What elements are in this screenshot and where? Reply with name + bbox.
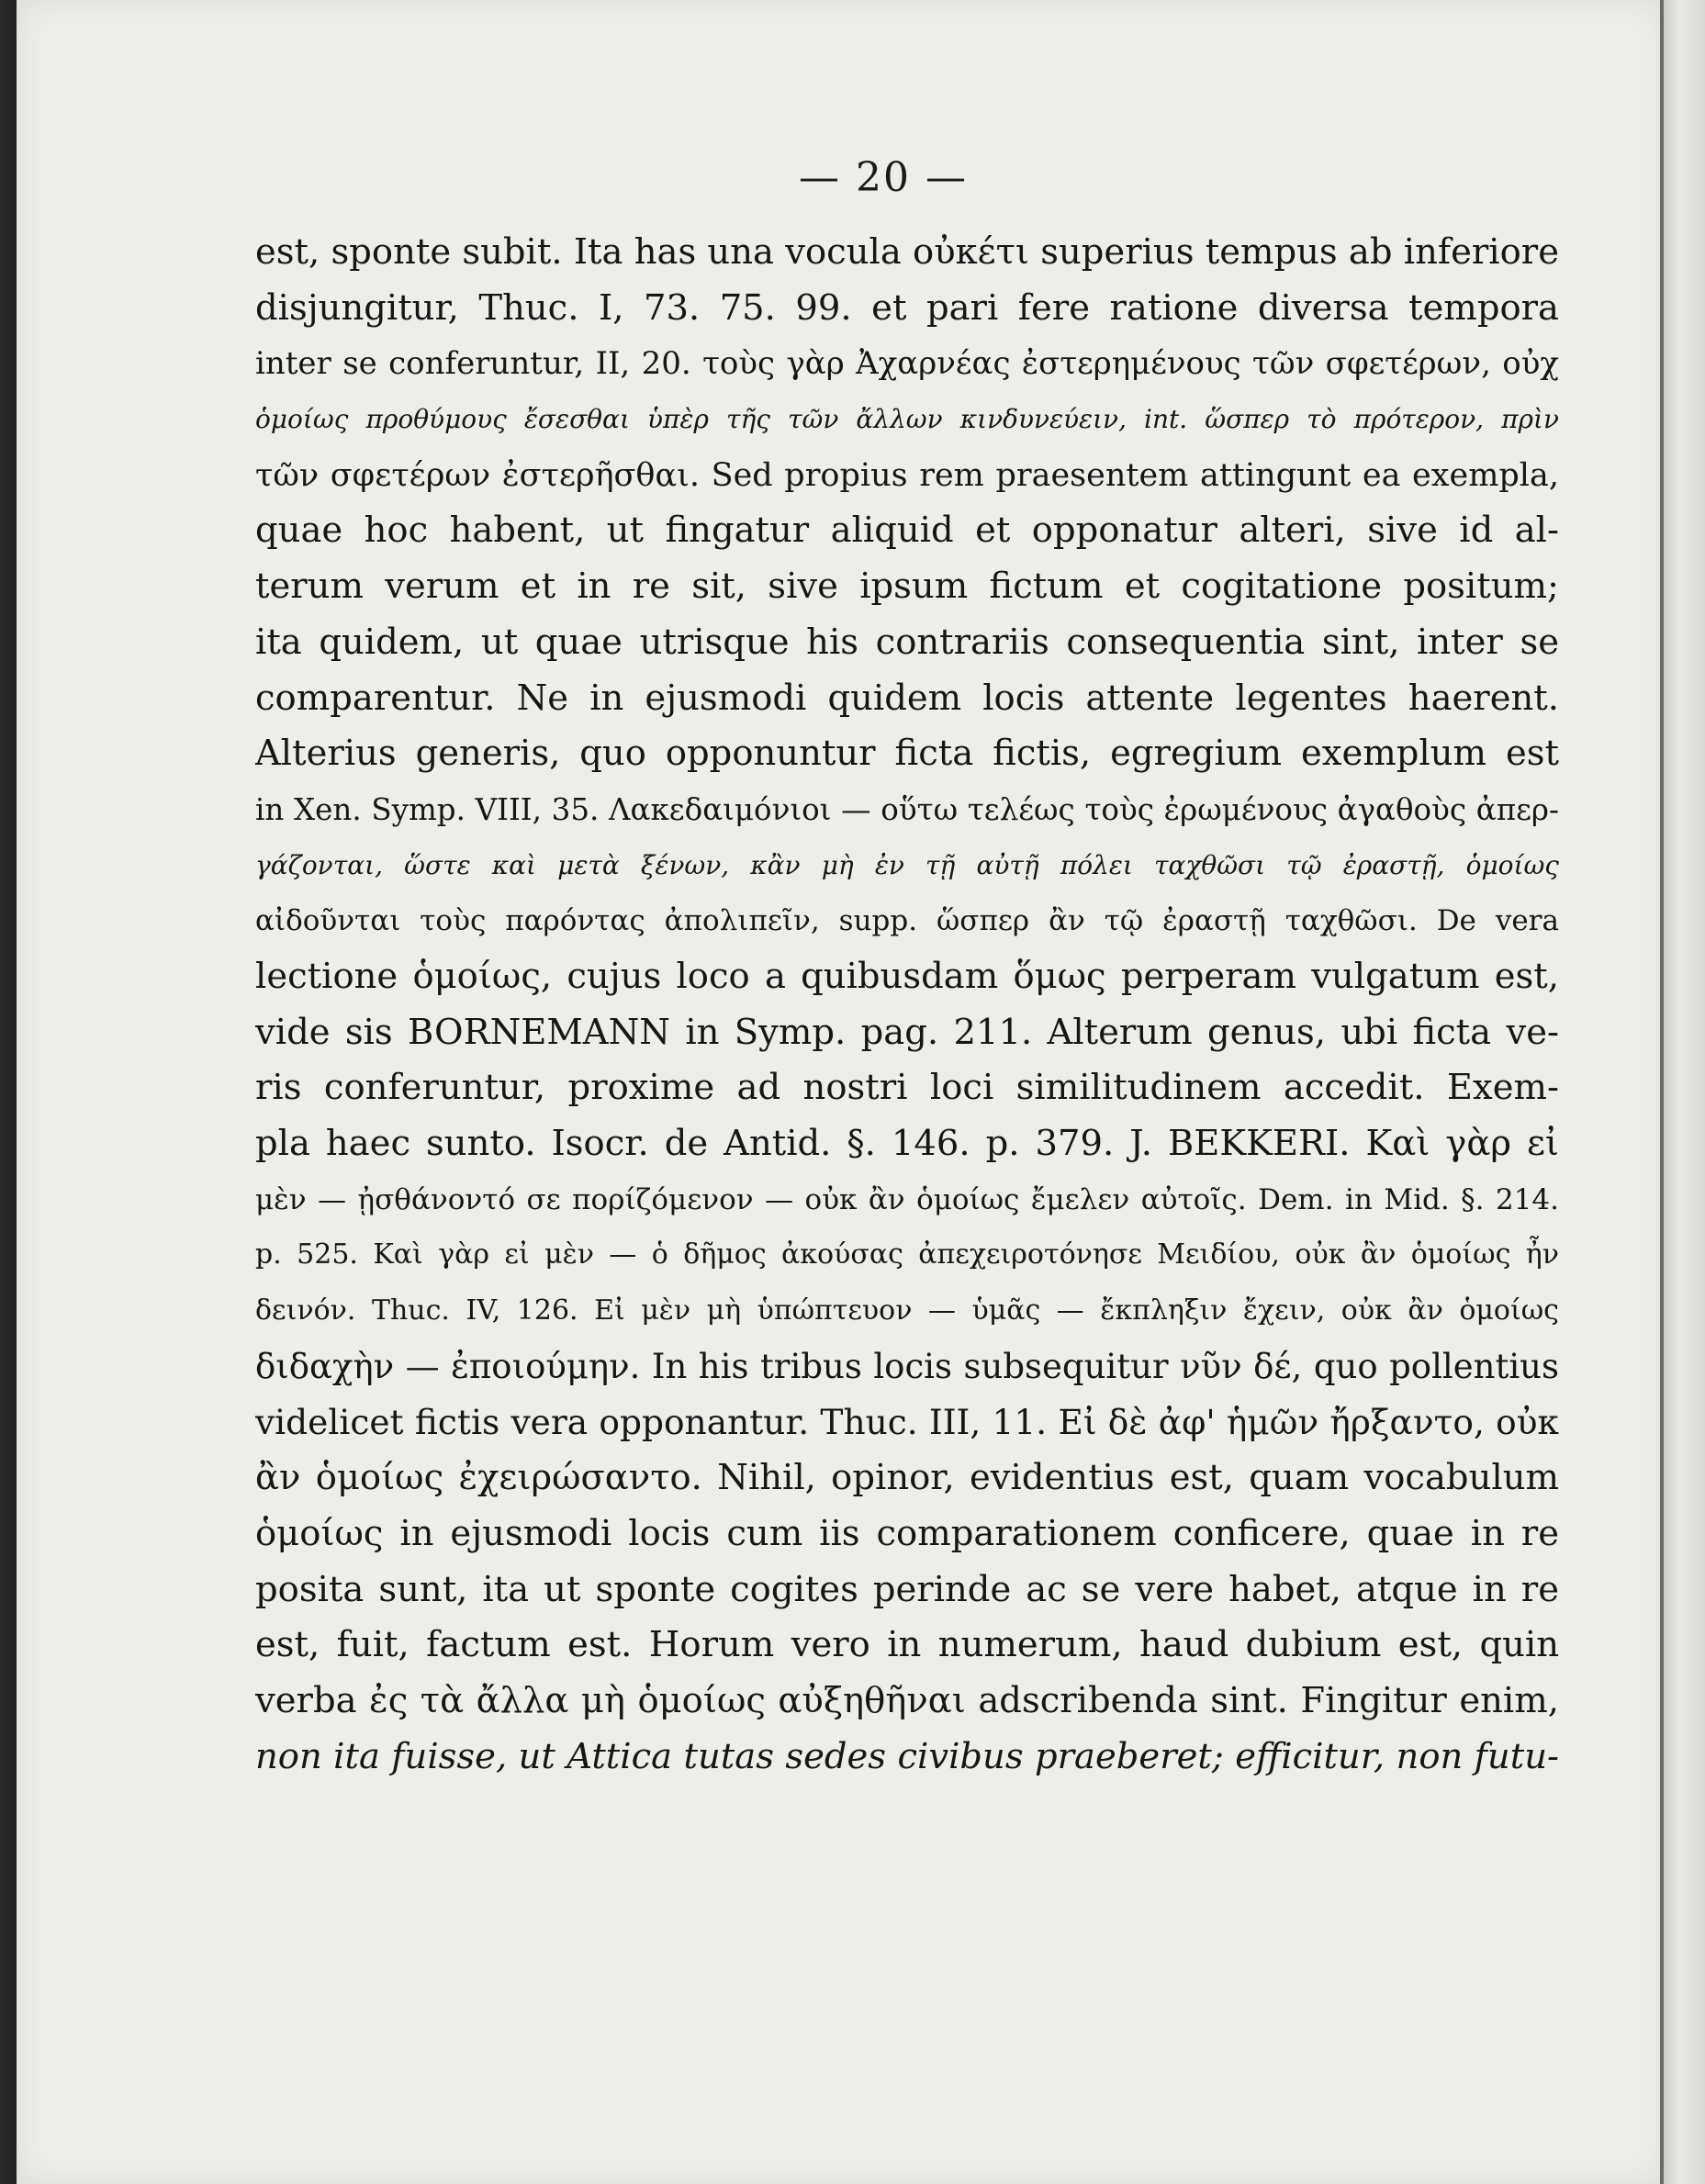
text-line-28: non ita fuisse, ut Attica tutas sedes civibus praeberet; efficitur, non futu- [255, 1735, 1559, 1777]
text-line-21: διδαχὴν — ἐποιούμην. In his tribus locis subsequitur νῦν δέ, quo pollentius [255, 1346, 1559, 1386]
text-line-7: terum verum et in re sit, sive ipsum fictum et cogitatione positum; [255, 566, 1559, 608]
text-line-14: lectione ὁμοίως, cujus loco a quibusdam ὅμως perperam vulgatum est, [255, 955, 1559, 997]
text-line-12: γάζονται, ὥστε καὶ μετὰ ξένων, κἂν μὴ ἐν τῇ αὐτῇ πόλει ταχθῶσι τῷ ἐραστῇ, ὁμοίως [255, 849, 1559, 880]
text-line-15: vide sis BORNEMANN in Symp. pag. 211. Alterum genus, ubi ficta ve- [255, 1011, 1559, 1053]
text-line-23: ἂν ὁμοίως ἐχειρώσαντο. Nihil, opinor, evidentius est, quam vocabulum [255, 1457, 1559, 1499]
text-line-1: est, sponte subit. Ita has una vocula οὐκέτι superius tempus ab inferiore [255, 231, 1559, 273]
text-line-8: ita quidem, ut quae utrisque his contrariis consequentia sint, inter se [255, 621, 1559, 663]
text-line-11: in Xen. Symp. VIII, 35. Λακεδαιμόνιοι — οὕτω τελέως τοὺς ἐρωμένους ἀγαθοὺς ἀπερ- [255, 791, 1559, 827]
text-line-2: disjungitur, Thuc. I, 73. 75. 99. et pari fere ratione diversa tempora [255, 286, 1559, 329]
text-line-16: ris conferuntur, proxime ad nostri loci similitudinem accedit. Exem- [255, 1067, 1559, 1109]
body-text [255, 225, 1559, 1785]
text-line-18: μὲν — ᾐσθάνοντό σε πορίζόμενον — οὐκ ἂν ὁμοίως ἔμελεν αὐτοῖς. Dem. in Mid. §. 214. [255, 1182, 1559, 1216]
text-line-24: ὁμοίως in ejusmodi locis cum iis comparationem conficere, quae in re [255, 1512, 1559, 1554]
text-line-3: inter se conferuntur, II, 20. τοὺς γὰρ Ἀχαρνέας ἐστερημένους τῶν σφετέρων, οὐχ [255, 345, 1559, 383]
text-line-20: δεινόν. Thuc. IV, 126. Εἰ μὲν μὴ ὑπώπτευον — ὑμᾶς — ἔκπληξιν ἔχειν, οὐκ ἂν ὁμοίως [255, 1294, 1559, 1327]
text-line-6: quae hoc habent, ut fingatur aliquid et opponatur alteri, sive id al- [255, 510, 1559, 552]
text-line-19: p. 525. Καὶ γὰρ εἰ μὲν — ὁ δῆμος ἀκούσας ἀπεχειροτόνησε Μειδίου, οὐκ ἂν ὁμοίως ἦν [255, 1238, 1559, 1271]
text-line-4: ὁμοίως προθύμους ἔσεσθαι ὑπὲρ τῆς τῶν ἄλλων κινδυνεύειν, int. ὥσπερ τὸ πρότερον, πρὶν [255, 404, 1559, 435]
text-line-26: est, fuit, factum est. Horum vero in numerum, haud dubium est, quin [255, 1624, 1559, 1666]
text-line-27: verba ἐς τὰ ἄλλα μὴ ὁμοίως αὐξηθῆναι adscribenda sint. Fingitur enim, [255, 1679, 1559, 1721]
text-line-25: posita sunt, ita ut sponte cogites perinde ac se vere habet, atque in re [255, 1568, 1559, 1610]
text-line-17: pla haec sunto. Isocr. de Antid. §. 146. p. 379. J. BEKKERI. Καὶ γὰρ εἰ [255, 1123, 1559, 1164]
page-number: — 20 — [799, 154, 968, 201]
text-line-22: videlicet fictis vera opponantur. Thuc. III, 11. Εἰ δὲ ἀφ' ἡμῶν ἤρξαντο, οὐκ [255, 1402, 1559, 1443]
next-page-edge [1664, 0, 1705, 2184]
text-line-5: τῶν σφετέρων ἐστερῆσθαι. Sed propius rem praesentem attingunt ea exempla, [255, 456, 1559, 494]
text-line-13: αἰδοῦνται τοὺς παρόντας ἀπολιπεῖν, supp. ὥσπερ ἂν τῷ ἐραστῇ ταχθῶσι. De vera [255, 904, 1559, 938]
text-line-10: Alterius generis, quo opponuntur ficta fictis, egregium exemplum est [255, 733, 1559, 775]
text-line-9: comparentur. Ne in ejusmodi quidem locis attente legentes haerent. [255, 677, 1559, 719]
